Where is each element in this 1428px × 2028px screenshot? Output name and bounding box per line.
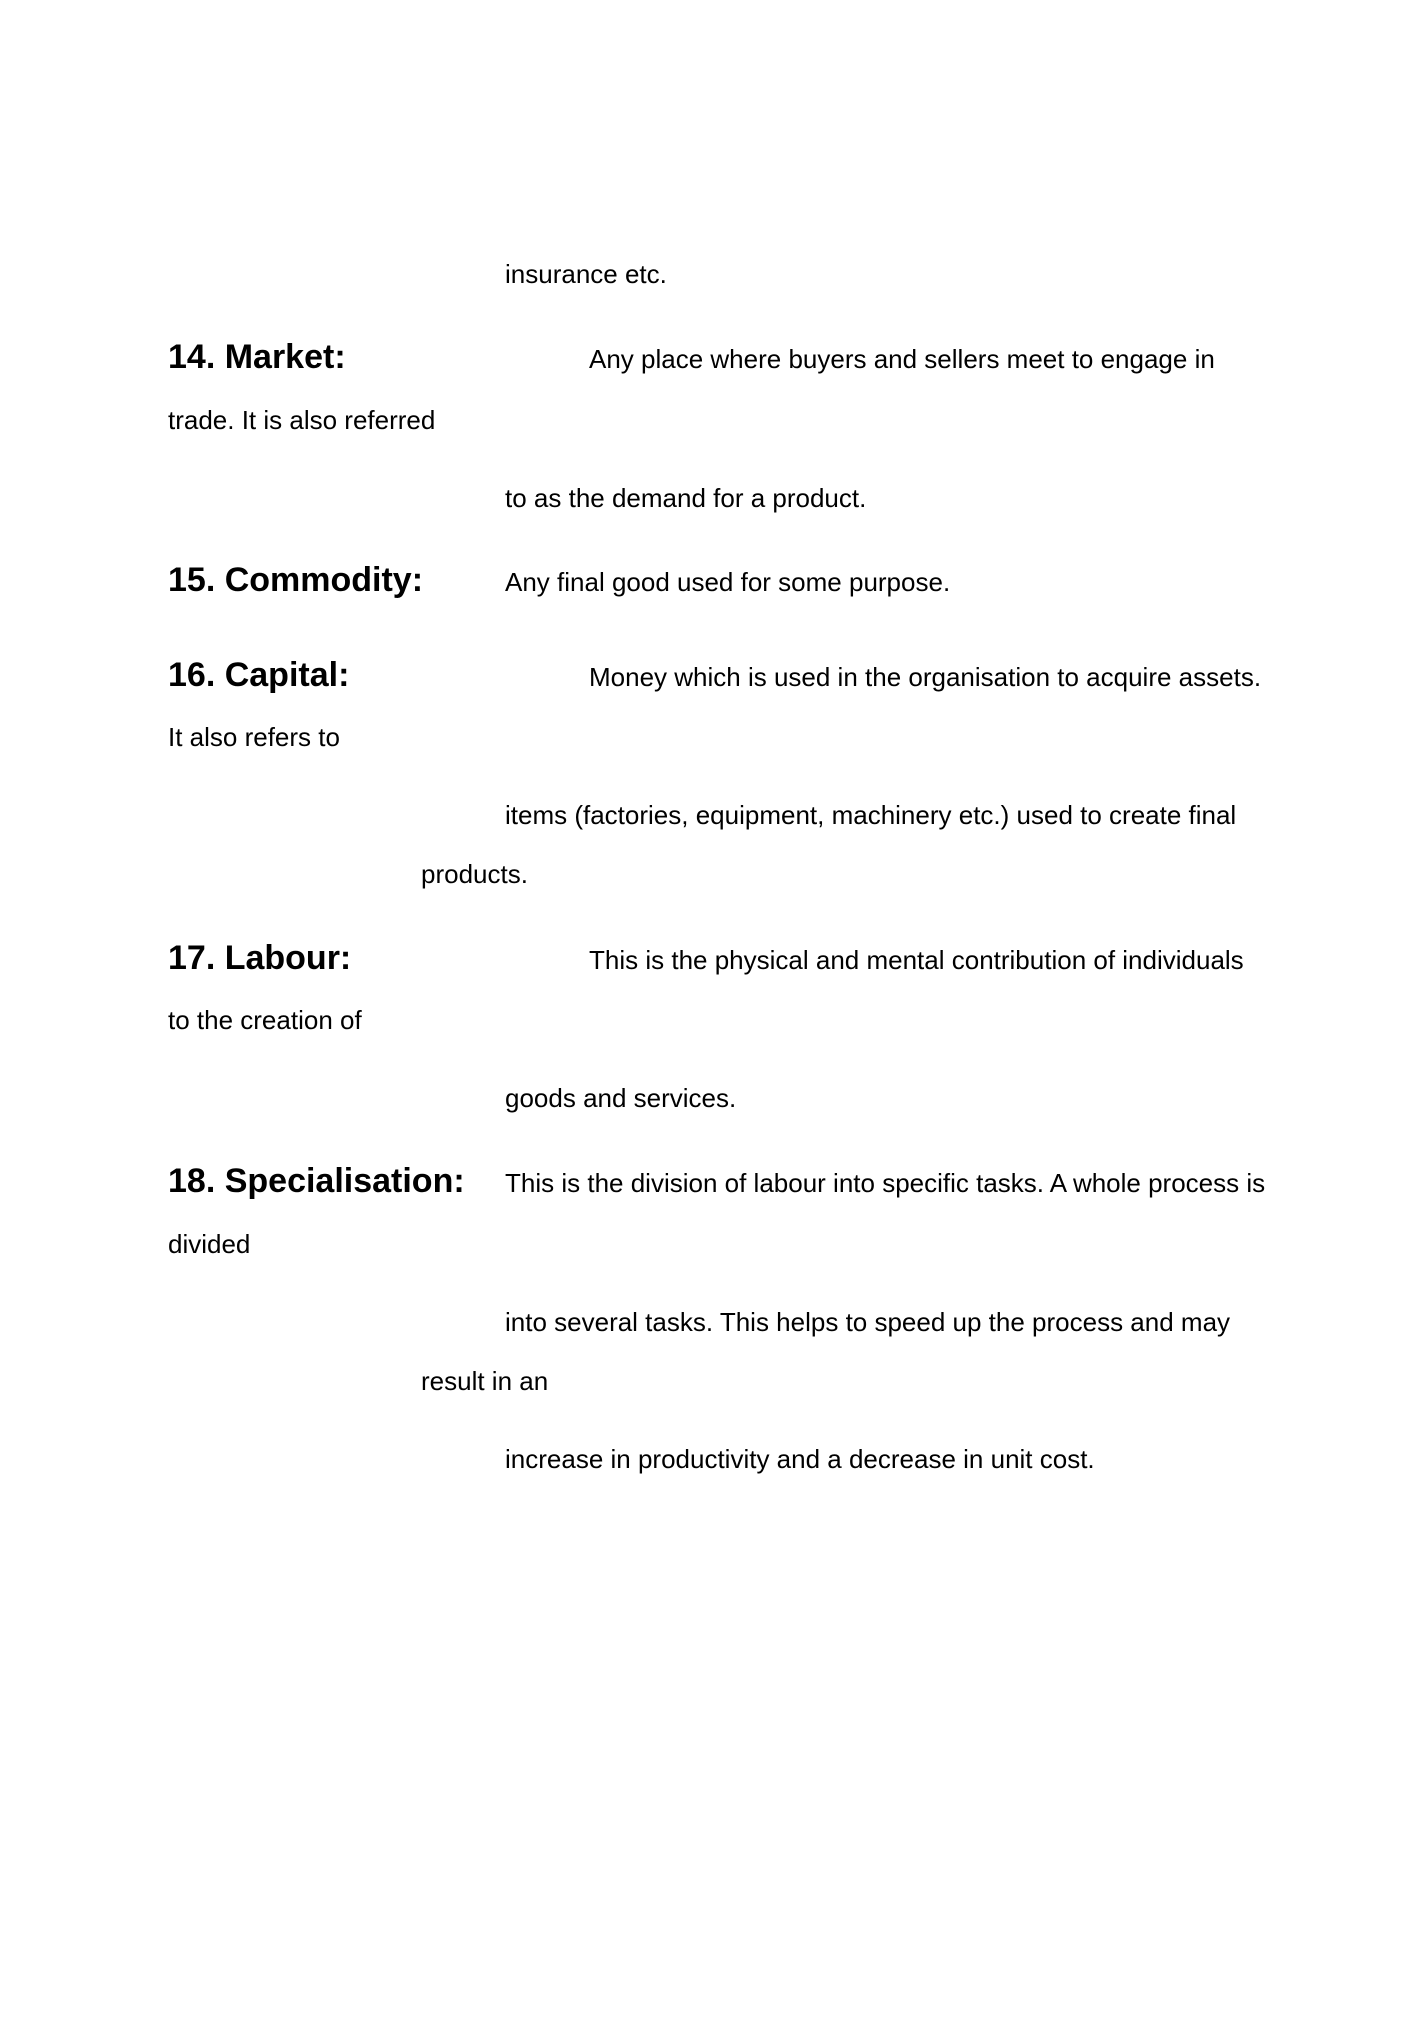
definition-line: Any final good used for some purpose. xyxy=(505,567,951,597)
term-heading-specialisation: 18. Specialisation: xyxy=(168,1162,465,1200)
definition-line: to the creation of xyxy=(168,1005,362,1035)
term-heading-market: 14. Market: xyxy=(168,338,346,376)
definition-line: products. xyxy=(421,859,528,889)
definition-line: into several tasks. This helps to speed up the process and may xyxy=(505,1307,1231,1337)
term-heading-commodity: 15. Commodity: xyxy=(168,561,424,599)
definition-line: Money which is used in the organisation to acquire assets. xyxy=(589,662,1262,692)
term-heading-labour: 17. Labour: xyxy=(168,939,352,977)
definition-line: This is the division of labour into specific tasks. A whole process is xyxy=(505,1168,1266,1198)
definition-line: to as the demand for a product. xyxy=(505,483,867,513)
term-heading-capital: 16. Capital: xyxy=(168,656,350,694)
text-line: insurance etc. xyxy=(505,259,667,289)
definition-line: increase in productivity and a decrease in unit cost. xyxy=(505,1444,1095,1474)
definition-line: result in an xyxy=(421,1366,549,1396)
definition-line: Any place where buyers and sellers meet to engage in xyxy=(589,344,1215,374)
definition-line: This is the physical and mental contribution of individuals xyxy=(589,945,1244,975)
definition-line: items (factories, equipment, machinery etc.) used to create final xyxy=(505,800,1237,830)
definition-line: goods and services. xyxy=(505,1083,737,1113)
definition-line: trade. It is also referred xyxy=(168,405,436,435)
definition-line: divided xyxy=(168,1229,251,1259)
definition-line: It also refers to xyxy=(168,722,340,752)
